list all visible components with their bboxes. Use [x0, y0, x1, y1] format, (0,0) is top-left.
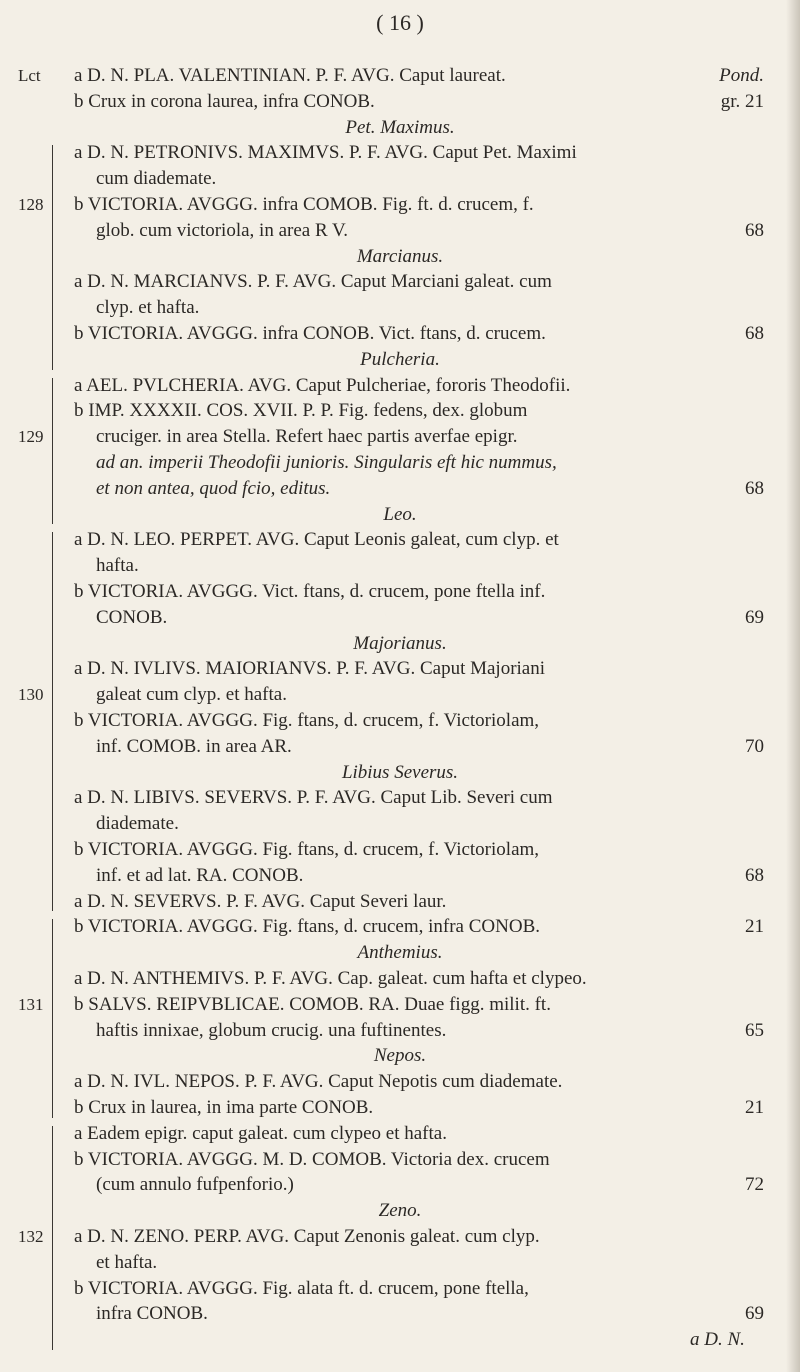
- weight-value: 21: [745, 1097, 764, 1118]
- section-heading: [0, 632, 800, 656]
- line-text: a D. N.: [690, 1329, 745, 1351]
- weight-value: 68: [745, 219, 764, 241]
- weight-header: Pond.: [719, 65, 764, 86]
- text-line: [0, 657, 800, 681]
- weight-value: 69: [745, 1303, 764, 1325]
- line-text: b VICTORIA. AVGGG. Vict. ftans, d. crucem, pone ftella inf.: [74, 581, 546, 602]
- text-line: [0, 993, 800, 1017]
- line-text: b Crux in corona laurea, infra CONOB.: [74, 90, 375, 112]
- text-line: [0, 1019, 800, 1043]
- text-line: [0, 864, 800, 888]
- line-text: a D. N. PETRONIVS. MAXIMVS. P. F. AVG. Caput Pet. Maximi: [74, 142, 577, 164]
- weight-value: 68: [745, 323, 764, 344]
- line-text: (cum annulo fufpenforio.): [96, 1174, 294, 1196]
- text-line: [0, 399, 800, 423]
- group-number: 130: [18, 685, 44, 705]
- line-text: b VICTORIA. AVGGG. Fig. ftans, d. crucem, f. Victoriolam,: [74, 710, 540, 731]
- text-line: [0, 915, 800, 939]
- text-line: [0, 606, 800, 630]
- text-line: [0, 786, 800, 810]
- line-text: a D. N. SEVERVS. P. F. AVG. Caput Severi laur.: [74, 890, 447, 912]
- line-text: b VICTORIA. AVGGG. infra COMOB. Fig. ft. d. crucem, f.: [74, 194, 534, 215]
- line-text: b VICTORIA. AVGGG. Fig. ftans, d. crucem, f. Victoriolam,: [74, 839, 540, 860]
- ruler-name: Anthemius.: [357, 942, 443, 964]
- section-heading: [0, 761, 800, 785]
- line-text: a Eadem epigr. caput galeat. cum clypeo et hafta.: [74, 1122, 447, 1144]
- text-line: [0, 1122, 800, 1146]
- ruler-name: Marcianus.: [356, 245, 444, 267]
- text-line: [0, 1173, 800, 1197]
- line-text: haftis innixae, globum crucig. una fuftinentes.: [96, 1019, 447, 1041]
- line-text: galeat cum clyp. et hafta.: [96, 684, 287, 706]
- text-line: [0, 374, 800, 398]
- section-heading: [0, 348, 800, 372]
- text-line: [0, 812, 800, 836]
- line-text: hafta.: [96, 555, 139, 577]
- page-number: ( 16 ): [376, 10, 424, 35]
- text-line: [0, 580, 800, 604]
- line-text: inf. COMOB. in area AR.: [96, 735, 292, 757]
- line-text: b Crux in laurea, in ima parte CONOB.: [74, 1097, 374, 1118]
- line-text: b VICTORIA. AVGGG. Fig. ftans, d. crucem, infra CONOB.: [74, 916, 541, 938]
- line-text: ad an. imperii Theodofii junioris. Singularis eft hic nummus,: [96, 452, 557, 473]
- line-text: clyp. et hafta.: [96, 297, 200, 319]
- line-text: b VICTORIA. AVGGG. Fig. alata ft. d. crucem, pone ftella,: [74, 1277, 529, 1299]
- text-line: [0, 1148, 800, 1172]
- line-text: a D. N. ZENO. PERP. AVG. Caput Zenonis galeat. cum clyp.: [74, 1226, 540, 1247]
- line-text: a D. N. PLA. VALENTINIAN. P. F. AVG. Caput laureat.: [74, 65, 506, 86]
- group-brace: [52, 532, 53, 911]
- section-heading: [0, 1044, 800, 1068]
- line-text: a D. N. MARCIANVS. P. F. AVG. Caput Marciani galeat. cum: [74, 271, 552, 293]
- line-text: b IMP. XXXXII. COS. XVII. P. P. Fig. fedens, dex. globum: [74, 400, 528, 422]
- text-line: [0, 1328, 800, 1352]
- line-text: infra CONOB.: [96, 1303, 208, 1325]
- text-line: [0, 64, 800, 88]
- text-line: [0, 477, 800, 501]
- line-text: cum diademate.: [96, 168, 217, 190]
- group-number: 132: [18, 1227, 44, 1246]
- text-line: [0, 1070, 800, 1094]
- text-line: [0, 554, 800, 578]
- text-line: [0, 1096, 800, 1120]
- text-line: [0, 219, 800, 243]
- weight-value: 68: [745, 864, 764, 886]
- line-text: a AEL. PVLCHERIA. AVG. Caput Pulcheriae, fororis Theodofii.: [74, 374, 571, 396]
- text-line: [0, 322, 800, 346]
- weight-value: gr. 21: [720, 90, 764, 112]
- weight-value: 72: [745, 1174, 764, 1196]
- weight-value: 21: [745, 916, 764, 938]
- weight-value: 65: [745, 1019, 764, 1041]
- section-heading: [0, 503, 800, 527]
- line-text: inf. et ad lat. RA. CONOB.: [96, 864, 304, 886]
- weight-value: 70: [745, 735, 764, 757]
- line-text: diademate.: [96, 813, 179, 835]
- text-line: [0, 838, 800, 862]
- ruler-name: Leo.: [383, 503, 417, 525]
- line-text: b VICTORIA. AVGGG. M. D. COMOB. Victoria dex. crucem: [74, 1148, 550, 1170]
- line-text: b SALVS. REIPVBLICAE. COMOB. RA. Duae figg. milit. ft.: [74, 993, 551, 1015]
- line-text: et non antea, quod fcio, editus.: [96, 477, 331, 499]
- section-heading: [0, 245, 800, 269]
- line-text: cruciger. in area Stella. Refert haec partis averfae epigr.: [96, 426, 518, 448]
- line-text: a D. N. ANTHEMIVS. P. F. AVG. Cap. galeat. cum hafta et clypeo.: [74, 968, 587, 989]
- group-brace: [52, 145, 53, 369]
- text-line: [0, 296, 800, 320]
- ruler-name: Pulcheria.: [360, 348, 440, 370]
- text-line: [0, 451, 800, 475]
- text-line: [0, 683, 800, 707]
- line-text: glob. cum victoriola, in area R V.: [96, 219, 349, 241]
- text-line: [0, 90, 800, 114]
- ruler-name: Majorianus.: [353, 632, 447, 654]
- line-text: a D. N. LEO. PERPET. AVG. Caput Leonis galeat, cum clyp. et: [74, 529, 559, 551]
- text-line: [0, 735, 800, 759]
- line-text: a D. N. IVL. NEPOS. P. F. AVG. Caput Nepotis cum diademate.: [74, 1071, 563, 1093]
- text-line: [0, 967, 800, 991]
- group-brace: [52, 378, 53, 525]
- section-heading: [0, 116, 800, 140]
- text-line: [0, 890, 800, 914]
- section-heading: [0, 1199, 800, 1223]
- line-text: et hafta.: [96, 1251, 158, 1273]
- line-text: a D. N. LIBIVS. SEVERVS. P. F. AVG. Caput Lib. Severi cum: [74, 787, 553, 809]
- ruler-name: Nepos.: [373, 1045, 427, 1067]
- group-number: 131: [18, 994, 44, 1014]
- text-line: [0, 528, 800, 552]
- weight-value: 68: [745, 477, 764, 499]
- ruler-name: Libius Severus.: [341, 761, 459, 783]
- ruler-name: Zeno.: [378, 1200, 422, 1222]
- group-brace: [52, 1126, 53, 1350]
- text-line: [0, 1251, 800, 1275]
- text-line: [0, 709, 800, 733]
- text-line: [0, 270, 800, 294]
- line-text: b VICTORIA. AVGGG. infra CONOB. Vict. ftans, d. crucem.: [74, 323, 546, 344]
- text-line: [0, 141, 800, 165]
- text-line: [0, 425, 800, 449]
- line-text: CONOB.: [96, 606, 168, 628]
- margin-label: Lct: [18, 66, 41, 85]
- text-line: [0, 1225, 800, 1249]
- group-number: 128: [18, 195, 44, 214]
- page-edge-shadow: [786, 0, 800, 1372]
- text-line: [0, 193, 800, 217]
- line-text: a D. N. IVLIVS. MAIORIANVS. P. F. AVG. Caput Majoriani: [74, 658, 546, 680]
- group-number: 129: [18, 427, 44, 447]
- weight-value: 69: [745, 606, 764, 628]
- text-line: [0, 1302, 800, 1326]
- text-line: [0, 167, 800, 191]
- group-brace: [52, 919, 53, 1117]
- ruler-name: Pet. Maximus.: [345, 116, 455, 138]
- section-heading: [0, 941, 800, 965]
- text-line: [0, 1277, 800, 1301]
